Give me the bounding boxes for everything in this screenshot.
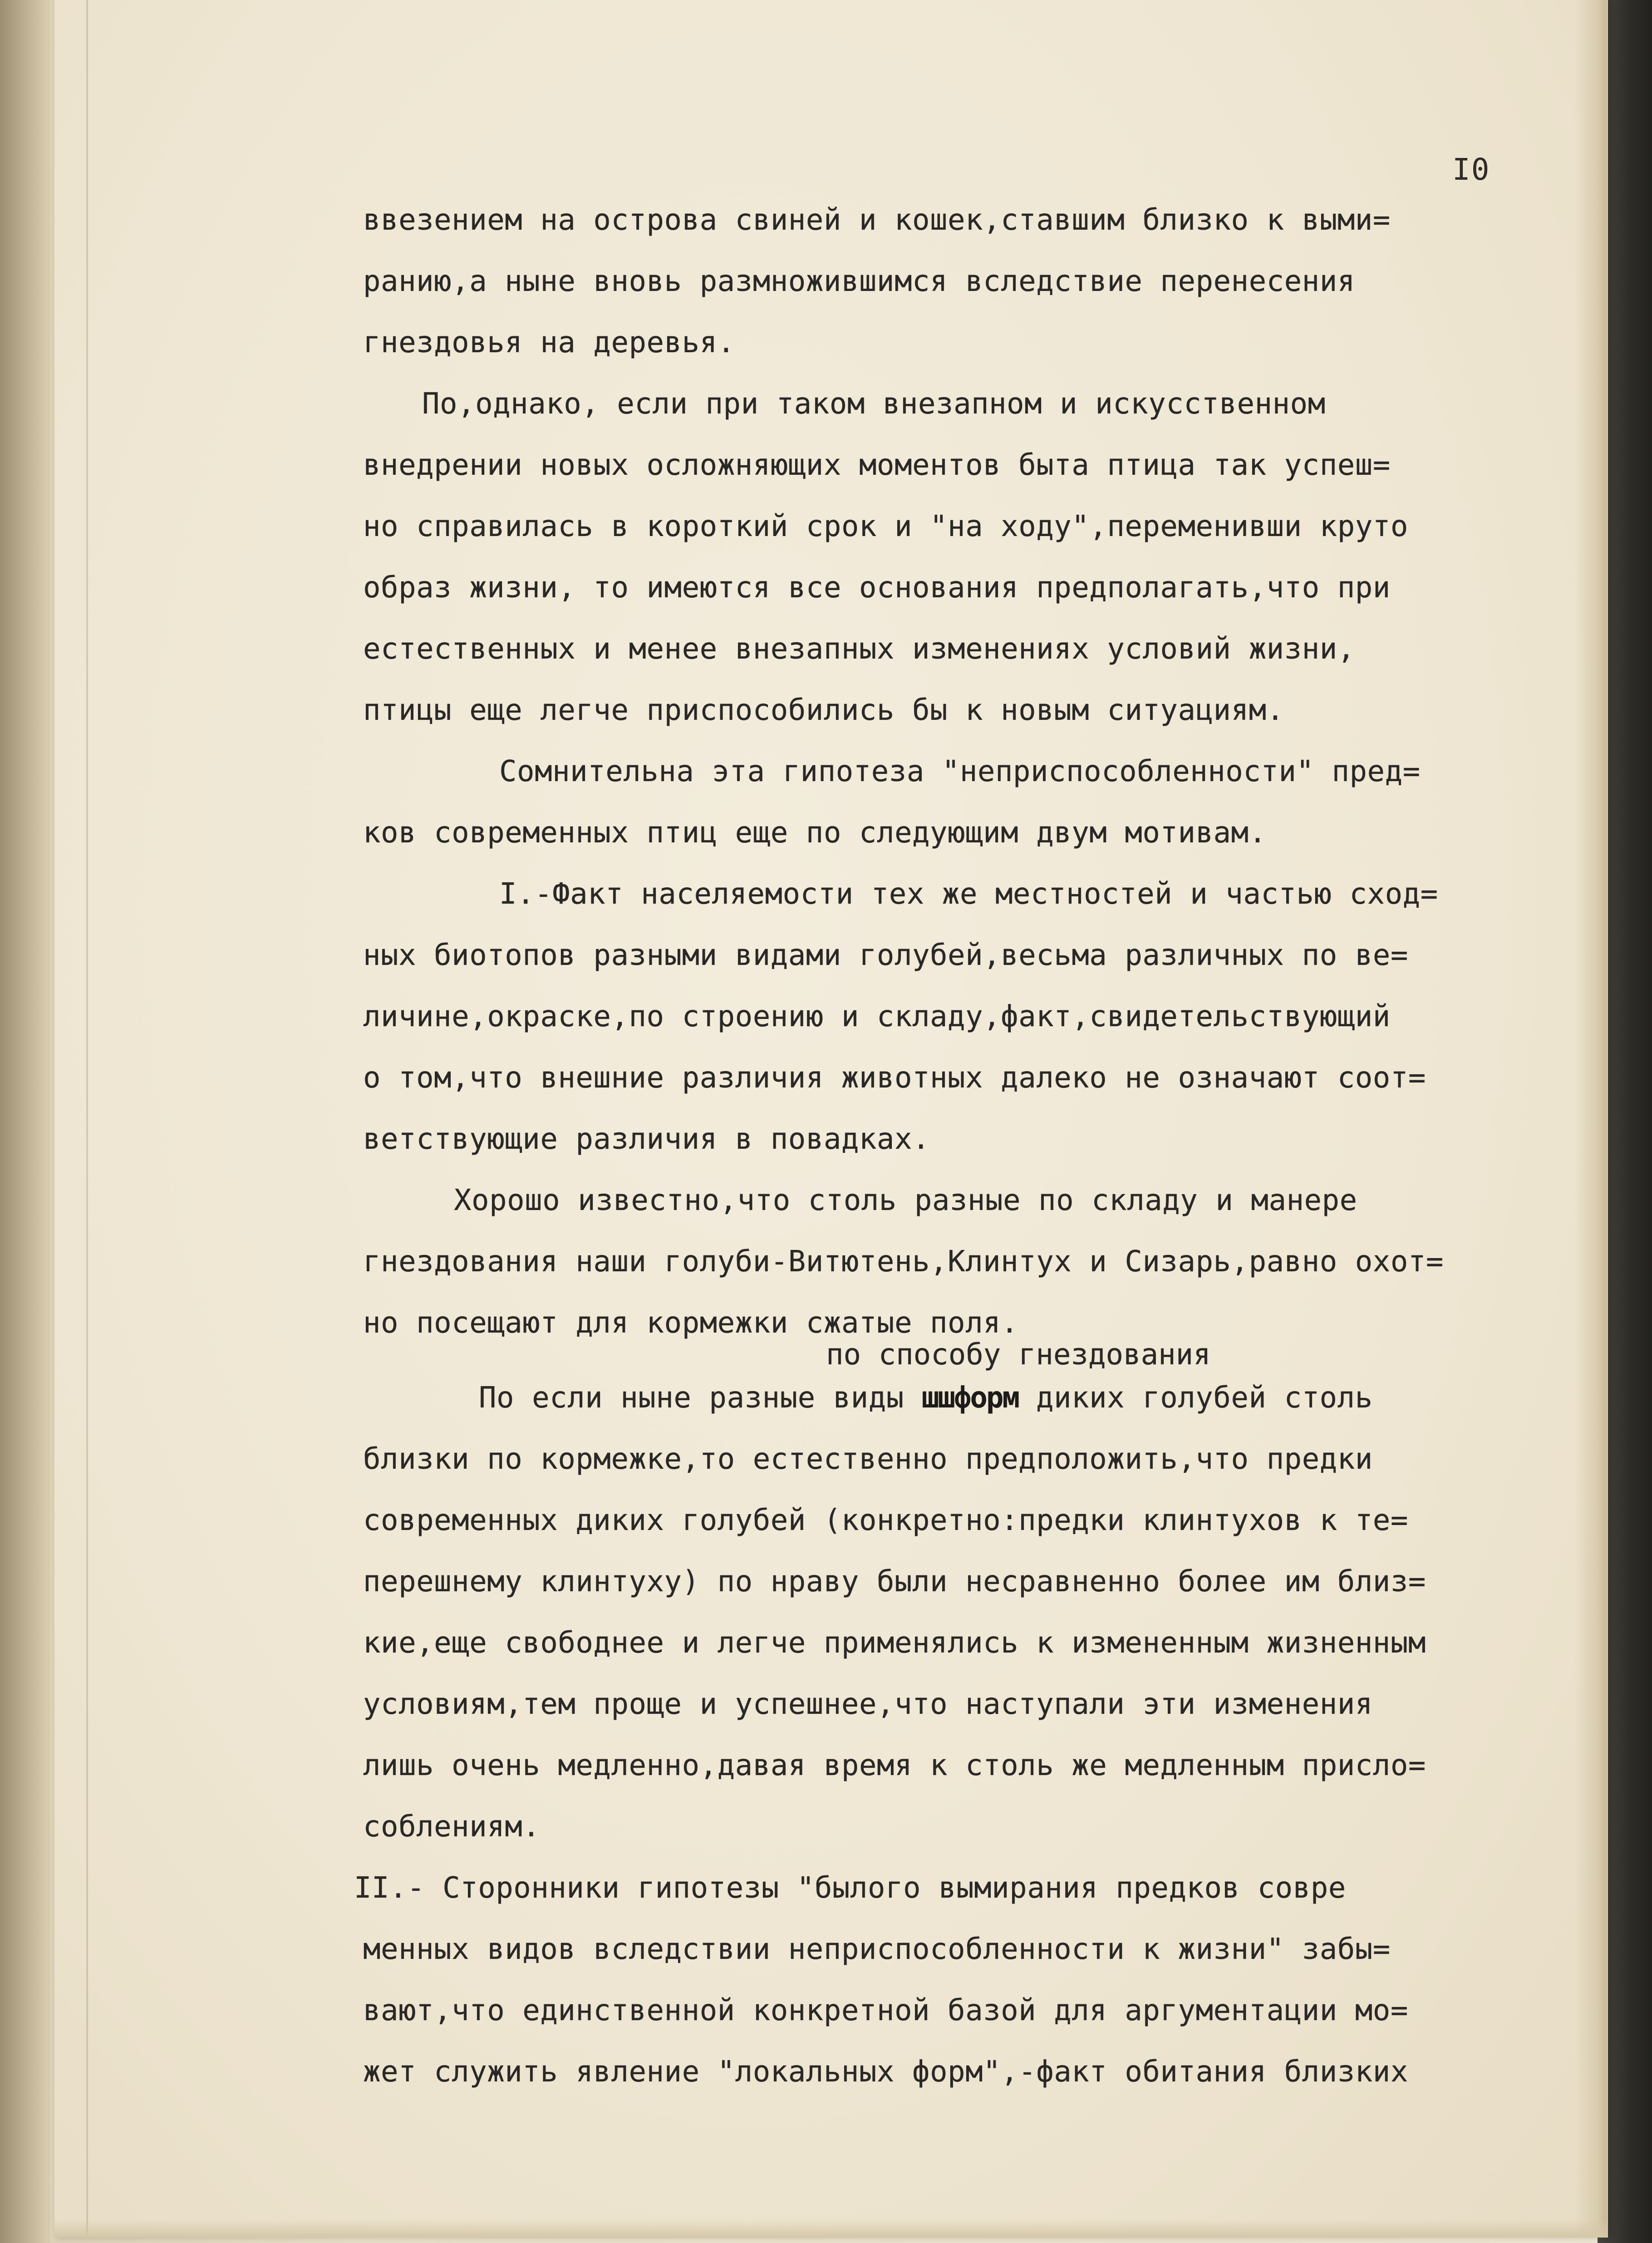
page-edge-bottom: [54, 2219, 1607, 2238]
text-line: вают,что единственной конкретной базой для аргументации мо=: [363, 1994, 1408, 2027]
interlinear-insert: по способу гнездования: [826, 1338, 1211, 1372]
struck-out-word: шшформ: [921, 1381, 1018, 1415]
text-line: но посещают для кормежки сжатые поля.: [363, 1306, 1019, 1340]
text-line: птицы еще легче приспособились бы к новым ситуациям.: [363, 694, 1284, 727]
text-line: жет служить явление "локальных форм",-факт обитания близких: [363, 2055, 1408, 2089]
text-line: образ жизни, то имеются все основания предполагать,что при: [363, 571, 1391, 605]
typewritten-page: [54, 0, 1608, 2238]
text-line: ввезением на острова свиней и кошек,ставшим близко к выми=: [363, 203, 1391, 237]
text-line-start: По если ныне разные виды: [479, 1381, 904, 1415]
text-line: лишь очень медленно,давая время к столь же медленным присло=: [363, 1749, 1426, 1782]
text-line: менных видов вследствии неприспособленности к жизни" забы=: [363, 1933, 1391, 1966]
text-line: ных биотопов разными видами голубей,весьма различных по ве=: [363, 939, 1408, 972]
page-number: I0: [1452, 152, 1490, 187]
text-line: ков современных птиц еще по следующим двум мотивам.: [363, 816, 1267, 850]
text-line: ветствующие различия в повадках.: [363, 1122, 930, 1156]
text-line: I.-Факт населяемости тех же местностей и частью сход=: [499, 877, 1438, 911]
text-line: Сомнительна эта гипотеза "неприспособленности" пред=: [499, 755, 1421, 788]
page-edge-right: [1575, 0, 1607, 2238]
text-line-end: диких голубей столь: [1018, 1381, 1373, 1415]
text-line: но справилась в короткий срок и "на ходу",переменивши круто: [363, 510, 1408, 543]
text-line: II.- Сторонники гипотезы "былого вымирания предков совре: [354, 1871, 1346, 1905]
page-fold: [86, 0, 88, 2238]
text-line: гнездовья на деревья.: [363, 326, 735, 359]
text-line: гнездования наши голуби-Витютень,Клинтух и Сизарь,равно охот=: [363, 1245, 1444, 1279]
text-line: соблениям.: [363, 1810, 541, 1844]
text-line: [479, 1377, 1373, 1418]
text-line: о том,что внешние различия животных далеко не означают соот=: [363, 1061, 1426, 1095]
text-line: близки по кормежке,то естественно предположить,что предки: [363, 1442, 1373, 1476]
text-line: кие,еще свободнее и легче применялись к измененным жизненным: [363, 1626, 1426, 1660]
text-line: Хорошо известно,что столь разные по складу и манере: [454, 1184, 1357, 1217]
text-line: внедрении новых осложняющих моментов быта птица так успеш=: [363, 448, 1391, 482]
text-line: ранию,а ныне вновь размножившимся вследствие перенесения: [363, 265, 1355, 298]
text-line: современных диких голубей (конкретно:предки клинтухов к те=: [363, 1504, 1408, 1537]
text-line: По,однако, если при таком внезапном и искусственном: [422, 387, 1326, 421]
text-line: условиям,тем проще и успешнее,что наступали эти изменения: [363, 1687, 1373, 1721]
text-line: перешнему клинтуху) по нраву были несравненно более им близ=: [363, 1565, 1426, 1599]
text-line: естественных и менее внезапных изменениях условий жизни,: [363, 632, 1355, 666]
text-line: личине,окраске,по строению и складу,факт,свидетельствующий: [363, 1000, 1391, 1033]
